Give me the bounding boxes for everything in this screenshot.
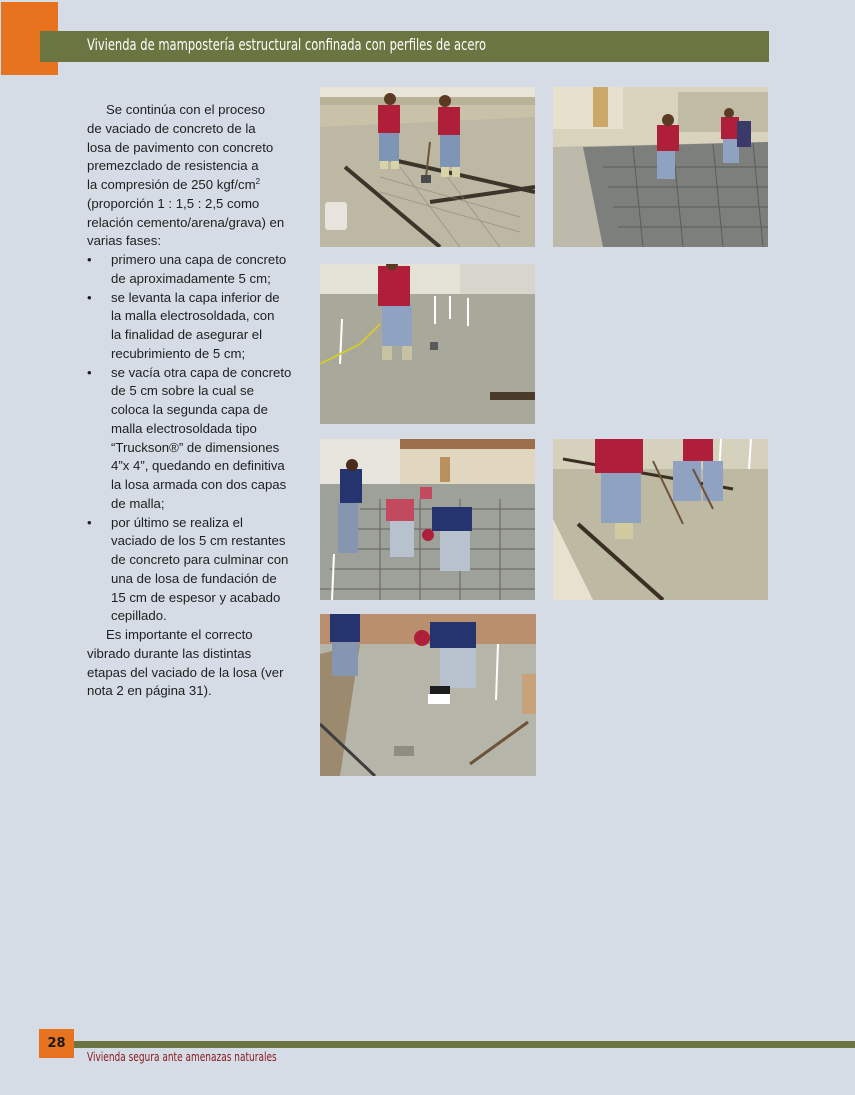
list-item: • por último se realiza el vaciado de los 5 cm restantes de concreto para culminar con una de losa de fundación de 15 cm de espesor y acabado cepillado.	[87, 514, 303, 627]
header-bar	[40, 31, 769, 62]
photo-pouring-concrete-workers	[320, 87, 535, 247]
intro-paragraph: Se continúa con el proceso de vaciado de concreto de la losa de pavimento con concreto premezclado de resistencia a la compresión de 250 kgf/$cm^2$ (proporción 1 : 1,5 : 2,5 como relación cemento/arena/grava) en varias fases:	[87, 102, 285, 249]
photo-worker-finishing-surface	[320, 614, 536, 776]
closing-paragraph: Es importante el correcto vibrado durante las distintas etapas del vaciado de la losa (ver nota 2 en página 31).	[87, 627, 284, 699]
body-text-column	[87, 101, 303, 701]
running-title: Vivienda segura ante amenazas naturales	[87, 1049, 277, 1064]
page-number: 28	[39, 1029, 74, 1058]
list-item: • se vacía otra capa de concreto de 5 cm sobre la cual se coloca la segunda capa de malla electrosoldada tipo “Truckson®” de dimensiones 4”x 4”, quedando en definitiva la losa armada con dos capas de malla;	[87, 364, 303, 514]
process-steps-list	[87, 251, 303, 626]
photo-worker-with-hose	[320, 264, 535, 424]
page-title: Vivienda de mampostería estructural confinada con perfiles de acero	[87, 35, 487, 54]
list-item: • primero una capa de concreto de aproximadamente 5 cm;	[87, 251, 303, 289]
list-item: • se levanta la capa inferior de la malla electrosoldada, con la finalidad de asegurar el recubrimiento de 5 cm;	[87, 289, 303, 364]
photo-mesh-placement-site	[553, 87, 768, 247]
photo-workers-tying-mesh	[320, 439, 535, 600]
photo-workers-spreading-concrete	[553, 439, 768, 600]
footer-rule	[74, 1041, 855, 1048]
